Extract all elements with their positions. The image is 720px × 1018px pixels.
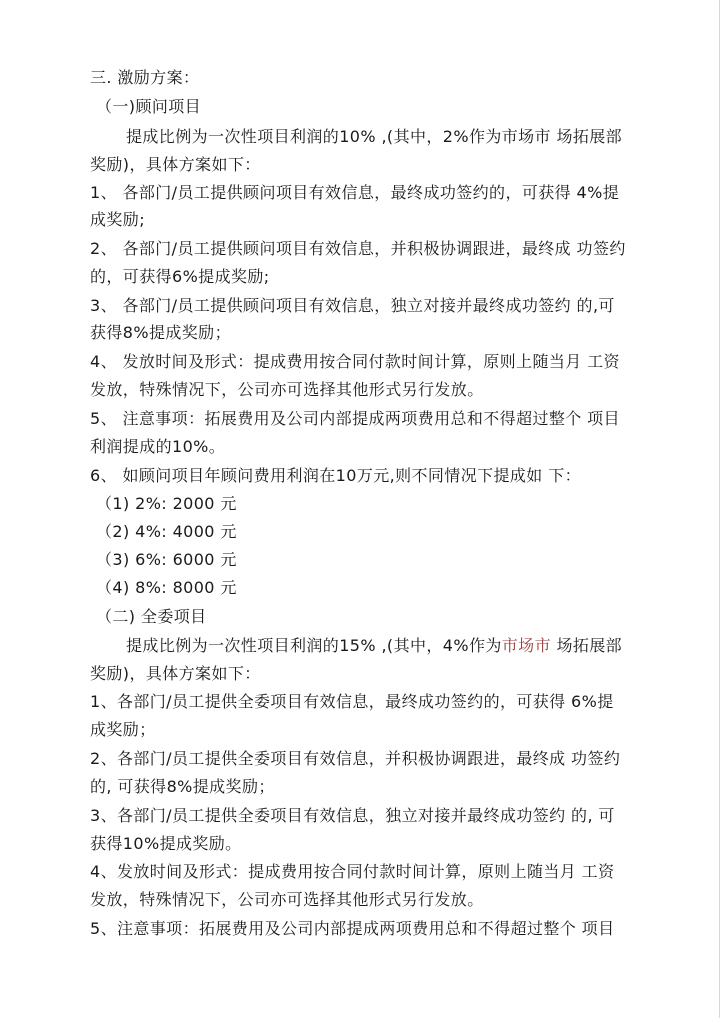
part2-item4-line2: 发放，特殊情况下，公司亦可选择其他形式另行发放。	[90, 890, 484, 909]
part2-item2-line2: 的, 可获得8%提成奖励；	[90, 777, 275, 796]
part1-item2-line2: 的，可获得6%提成奖励;	[90, 267, 270, 286]
part1-item3-line1: 3、 各部门/员工提供顾问项目有效信息，独立对接并最终成功签约 的,可	[90, 296, 615, 315]
part2-item3-line2: 获得10%提成奖励。	[90, 834, 242, 853]
part1-item4-line1: 4、 发放时间及形式：提成费用按合同付款时间计算，原则上随当月 工资	[90, 352, 620, 371]
part1-intro-line1: 提成比例为一次性项目利润的10% ,(其中，2%作为市场市 场拓展部	[126, 127, 623, 146]
part1-title: （一)顾问项目	[96, 97, 202, 116]
part2-item1-line2: 成奖励；	[90, 720, 156, 739]
part1-item5-line1: 5、 注意事项：拓展费用及公司内部提成两项费用总和不得超过整个 项目	[90, 409, 620, 428]
part1-example-2: （2) 4%: 4000 元	[96, 522, 237, 541]
part1-item5-line2: 利润提成的10%。	[90, 437, 226, 456]
part1-item4-line2: 发放，特殊情况下，公司亦可选择其他形式另行发放。	[90, 380, 484, 399]
part1-example-4: （4) 8%: 8000 元	[96, 578, 237, 597]
part1-example-1: （1) 2%: 2000 元	[96, 494, 237, 513]
section-heading: 三. 激励方案：	[90, 68, 200, 87]
part2-title: （二) 全委项目	[96, 607, 207, 626]
part1-item1-line1: 1、 各部门/员工提供顾问项目有效信息，最终成功签约的，可获得 4%提	[90, 183, 620, 202]
part2-intro-line1	[126, 636, 622, 656]
part2-item3-line1: 3、各部门/员工提供全委项目有效信息，独立对接并最终成功签约 的, 可	[90, 806, 615, 825]
part1-item6-line1: 6、 如顾问项目年顾问费用利润在10万元,则不同情况下提成如 下：	[90, 466, 581, 485]
part2-item5-line1: 5、注意事项：拓展费用及公司内部提成两项费用总和不得超过整个 项目	[90, 919, 615, 938]
part1-example-3: （3) 6%: 6000 元	[96, 550, 237, 569]
part2-intro-text-b: 场拓展部	[550, 636, 623, 655]
part2-item4-line1: 4、发放时间及形式：提成费用按合同付款时间计算，原则上随当月 工资	[90, 862, 615, 881]
part2-intro-text-highlight: 市场市	[501, 636, 551, 655]
part2-item1-line1: 1、各部门/员工提供全委项目有效信息，最终成功签约的，可获得 6%提	[90, 692, 614, 711]
part2-intro-line2: 奖励)，具体方案如下：	[90, 664, 261, 683]
part1-item3-line2: 获得8%提成奖励；	[90, 323, 231, 342]
part2-item2-line1: 2、各部门/员工提供全委项目有效信息，并积极协调跟进，最终成 功签约	[90, 749, 621, 768]
part2-intro-text-a: 提成比例为一次性项目利润的15% ,(其中，4%作为	[126, 636, 502, 655]
part1-item2-line1: 2、 各部门/员工提供顾问项目有效信息，并积极协调跟进，最终成 功签约	[90, 239, 626, 258]
part1-item1-line2: 成奖励;	[90, 210, 145, 229]
part1-intro-line2: 奖励)，具体方案如下：	[90, 155, 261, 174]
